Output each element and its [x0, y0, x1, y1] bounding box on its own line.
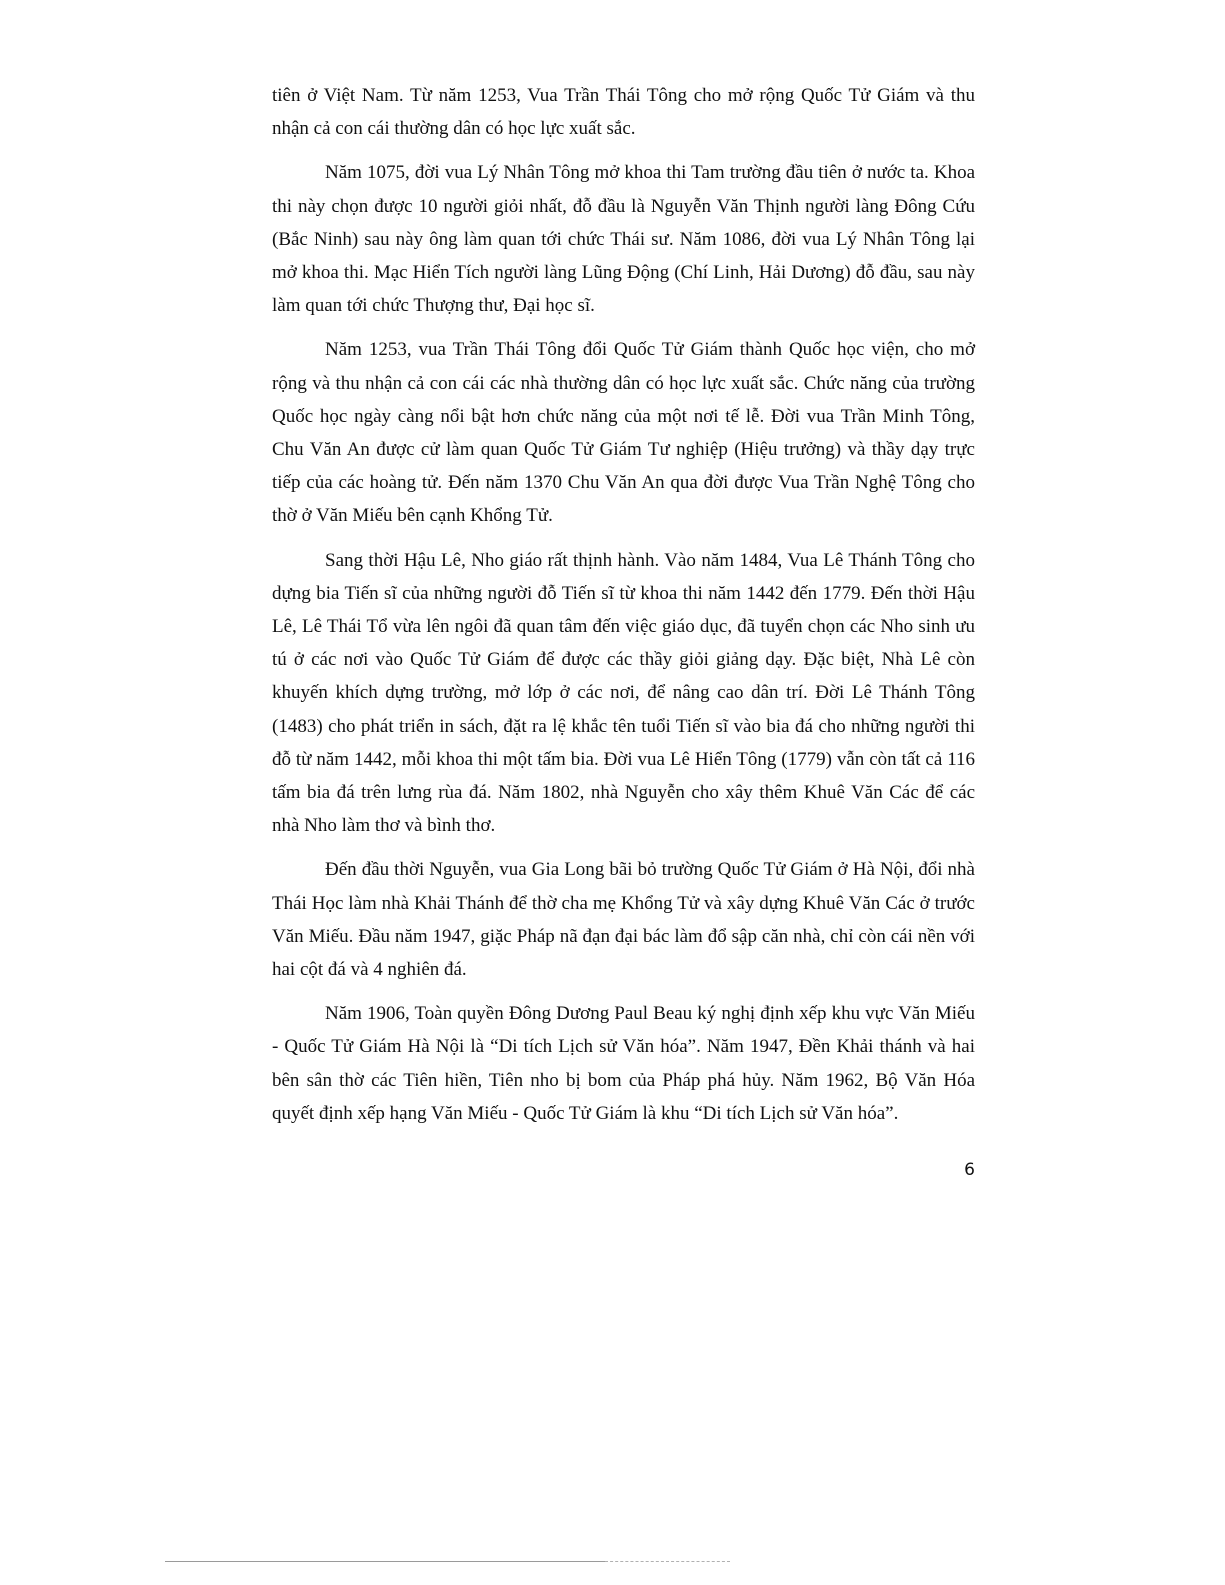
body-text — [272, 79, 975, 1141]
paragraph-4: Sang thời Hậu Lê, Nho giáo rất thịnh hành. Vào năm 1484, Vua Lê Thánh Tông cho dựng bia Tiến sĩ của những người đỗ Tiến sĩ từ khoa thi năm 1442 đến 1779. Đến thời Hậu Lê, Lê Thái Tổ vừa lên ngôi đã quan tâm đến việc giáo dục, đã tuyển chọn các Nho sinh ưu tú ở các nơi vào Quốc Tử Giám để được các thầy giỏi giảng dạy. Đặc biệt, Nhà Lê còn khuyến khích dựng trường, mở lớp ở các nơi, để nâng cao dân trí. Đời Lê Thánh Tông (1483) cho phát triển in sách, đặt ra lệ khắc tên tuổi Tiến sĩ vào bia đá cho những người thi đỗ từ năm 1442, mỗi khoa thi một tấm bia. Đời vua Lê Hiển Tông (1779) vẫn còn tất cả 116 tấm bia đá trên lưng rùa đá. Năm 1802, nhà Nguyễn cho xây thêm Khuê Văn Các để các nhà Nho làm thơ và bình thơ. — [272, 549, 975, 837]
paragraph-5: Đến đầu thời Nguyễn, vua Gia Long bãi bỏ trường Quốc Tử Giám ở Hà Nội, đổi nhà Thái Học làm nhà Khải Thánh để thờ cha mẹ Khổng Tử và xây dựng Khuê Văn Các ở trước Văn Miếu. Đầu năm 1947, giặc Pháp nã đạn đại bác làm đổ sập căn nhà, chỉ còn cái nền với hai cột đá và 4 nghiên đá. — [272, 859, 975, 981]
paragraph-1: tiên ở Việt Nam. Từ năm 1253, Vua Trần Thái Tông cho mở rộng Quốc Tử Giám và thu nhận cả con cái thường dân có học lực xuất sắc. — [272, 85, 975, 140]
paragraph-2: Năm 1075, đời vua Lý Nhân Tông mở khoa thi Tam trường đầu tiên ở nước ta. Khoa thi này chọn được 10 người giỏi nhất, đỗ đầu là Nguyễn Văn Thịnh người làng Đông Cứu (Bắc Ninh) sau này ông làm quan tới chức Thái sư. Năm 1086, đời vua Lý Nhân Tông lại mở khoa thi. Mạc Hiển Tích người làng Lũng Động (Chí Linh, Hải Dương) đỗ đầu, sau này làm quan tới chức Thượng thư, Đại học sĩ. — [272, 162, 975, 317]
paragraph-6: Năm 1906, Toàn quyền Đông Dương Paul Beau ký nghị định xếp khu vực Văn Miếu - Quốc Tử Giám Hà Nội là “Di tích Lịch sử Văn hóa”. Năm 1947, Đền Khải thánh và hai bên sân thờ các Tiên hiền, Tiên nho bị bom của Pháp phá hủy. Năm 1962, Bộ Văn Hóa quyết định xếp hạng Văn Miếu - Quốc Tử Giám là khu “Di tích Lịch sử Văn hóa”. — [272, 1003, 975, 1124]
paragraph-3: Năm 1253, vua Trần Thái Tông đổi Quốc Tử Giám thành Quốc học viện, cho mở rộng và thu nhận cả con cái các nhà thường dân có học lực xuất sắc. Chức năng của trường Quốc học ngày càng nổi bật hơn chức năng của một nơi tế lễ. Đời vua Trần Minh Tông, Chu Văn An được cử làm quan Quốc Tử Giám Tư nghiệp (Hiệu trưởng) và thầy dạy trực tiếp của các hoàng tử. Đến năm 1370 Chu Văn An qua đời được Vua Trần Nghệ Tông cho thờ ở Văn Miếu bên cạnh Khổng Tử. — [272, 339, 975, 527]
footer-divider-dashed — [605, 1561, 730, 1562]
page-number: 6 — [964, 1160, 975, 1180]
footer-divider — [165, 1561, 605, 1562]
